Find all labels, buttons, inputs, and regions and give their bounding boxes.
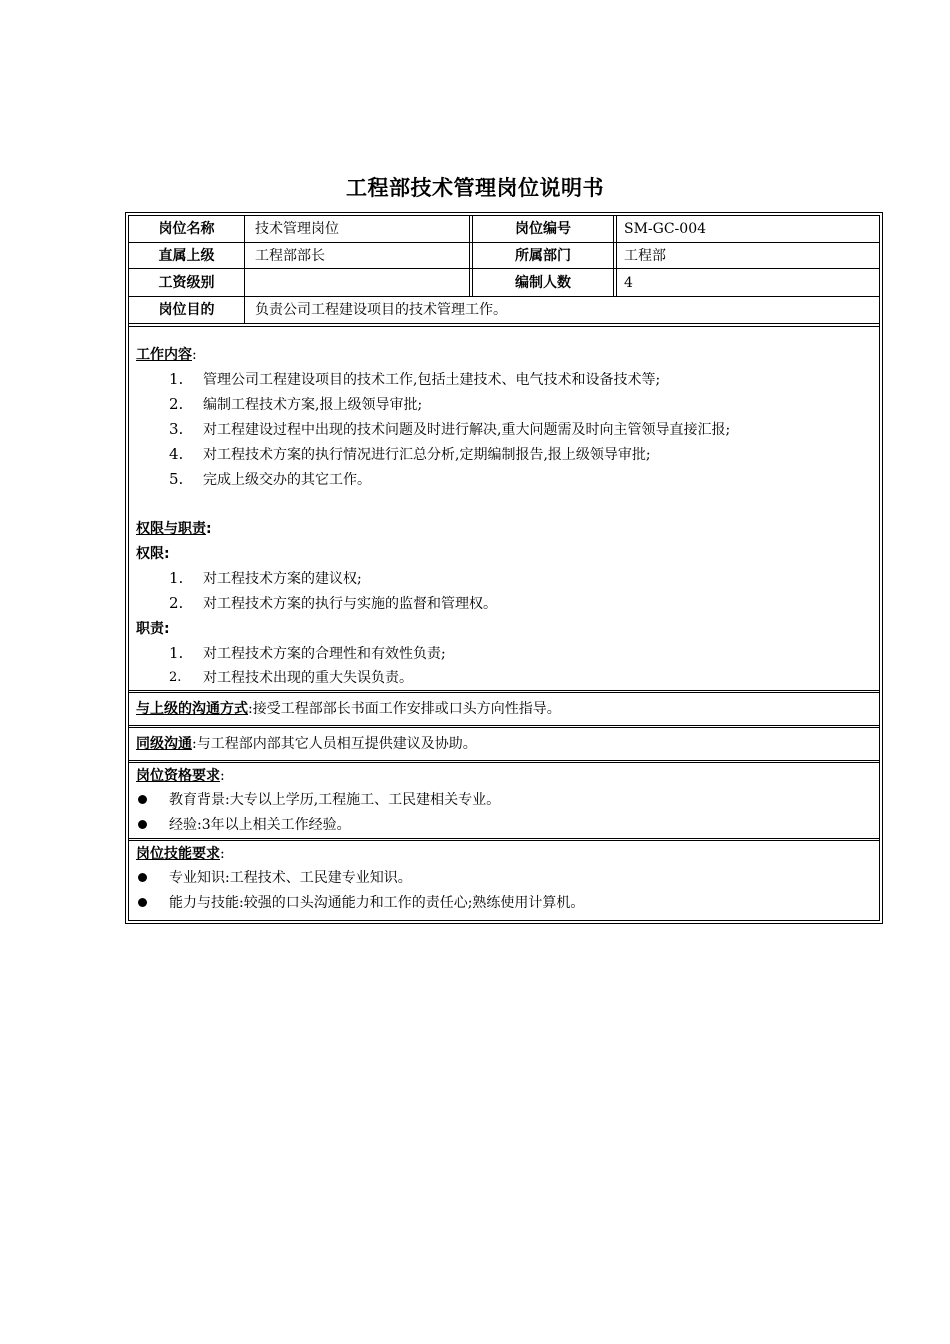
work-item-3-text: 对工程建设过程中出现的技术问题及时进行解决,重大问题需及时向主管领导直接汇报; [203, 422, 731, 438]
position-name-label: 岗位名称 [158, 221, 215, 237]
col-divider-3a [613, 215, 614, 297]
comm-peer-line [136, 735, 477, 753]
qualifications-heading: 岗位资格要求 [136, 768, 220, 784]
department-value: 工程部 [624, 248, 666, 264]
section-divider-3a [128, 760, 880, 761]
purpose-label: 岗位目的 [158, 302, 215, 318]
duties-item-1-text: 对工程技术方案的合理性和有效性负责; [203, 646, 446, 662]
row-divider-4a [128, 323, 880, 324]
duties-item-1-num: 1. [169, 644, 184, 662]
section-divider-2b [128, 727, 880, 728]
section-divider-4b [128, 840, 880, 841]
frame-inner-top [128, 215, 880, 216]
section-divider-1a [128, 690, 880, 691]
work-item-1-num: 1. [169, 370, 184, 388]
headcount-label: 编制人数 [515, 275, 571, 291]
qualification-item-1: 教育背景:大专以上学历,工程施工、工民建相关专业。 [169, 792, 501, 808]
col-divider-1 [244, 215, 245, 324]
position-name-value: 技术管理岗位 [255, 221, 339, 237]
rights-item-2-num: 2. [169, 594, 184, 612]
work-item-5-num: 5. [169, 470, 184, 488]
rights-item-1-text: 对工程技术方案的建议权; [203, 571, 362, 587]
bullet-icon [138, 820, 147, 829]
work-item-1-text: 管理公司工程建设项目的技术工作,包括土建技术、电气技术和设备技术等; [203, 372, 661, 388]
salary-label: 工资级别 [158, 275, 215, 291]
col-divider-3b [616, 215, 617, 297]
section-divider-3b [128, 762, 880, 763]
comm-peer-text: :与工程部内部其它人员相互提供建议及协助。 [192, 736, 477, 752]
duties-heading: 职责: [136, 621, 170, 637]
skills-heading: 岗位技能要求 [136, 846, 220, 862]
row-divider-4b [128, 326, 880, 327]
work-item-3-num: 3. [169, 420, 184, 438]
qualifications-heading-line [136, 767, 225, 785]
rights-item-1-num: 1. [169, 569, 184, 587]
work-item-4-num: 4. [169, 445, 184, 463]
work-content-heading: 工作内容 [136, 347, 192, 363]
rights-item-2-text: 对工程技术方案的执行与实施的监督和管理权。 [203, 596, 497, 612]
qualifications-colon: : [220, 768, 225, 784]
skills-heading-line [136, 845, 225, 863]
superior-value: 工程部部长 [255, 248, 325, 264]
comm-superior-text: :接受工程部部长书面工作安排或口头方向性指导。 [248, 701, 561, 717]
authority-heading: 权限与职责 [136, 521, 206, 537]
work-content-heading-line [136, 346, 197, 364]
section-divider-2a [128, 725, 880, 726]
section-divider-4a [128, 838, 880, 839]
row-divider-3 [128, 296, 880, 297]
frame-inner-bottom [128, 920, 880, 921]
skills-colon: : [220, 846, 225, 862]
skill-item-1: 专业知识:工程技术、工民建专业知识。 [169, 870, 412, 886]
col-divider-2a [469, 215, 470, 297]
skill-item-2: 能力与技能:较强的口头沟通能力和工作的责任心;熟练使用计算机。 [169, 895, 585, 911]
purpose-value: 负责公司工程建设项目的技术管理工作。 [255, 302, 507, 318]
work-item-2-num: 2. [169, 395, 184, 413]
superior-label: 直属上级 [158, 248, 215, 264]
bullet-icon [138, 898, 147, 907]
work-item-2-text: 编制工程技术方案,报上级领导审批; [203, 397, 423, 413]
rights-heading: 权限: [136, 546, 170, 562]
work-item-5-text: 完成上级交办的其它工作。 [203, 472, 371, 488]
duties-item-2-text: 对工程技术出现的重大失误负责。 [203, 670, 413, 686]
frame-inner-left [128, 215, 129, 921]
row-divider-2 [128, 268, 880, 269]
bullet-icon [138, 795, 147, 804]
authority-heading-line [136, 520, 212, 538]
work-content-colon: : [192, 347, 197, 363]
position-code-value: SM-GC-004 [624, 221, 707, 237]
section-divider-1b [128, 692, 880, 693]
qualification-item-2: 经验:3年以上相关工作经验。 [169, 817, 351, 833]
position-code-label: 岗位编号 [515, 221, 571, 237]
comm-superior-line [136, 700, 561, 718]
department-label: 所属部门 [515, 248, 571, 264]
authority-colon: : [206, 521, 212, 537]
document-title: 工程部技术管理岗位说明书 [346, 176, 604, 200]
headcount-value: 4 [624, 275, 633, 291]
comm-superior-heading: 与上级的沟通方式 [136, 701, 248, 717]
bullet-icon [138, 873, 147, 882]
work-item-4-text: 对工程技术方案的执行情况进行汇总分析,定期编制报告,报上级领导审批; [203, 447, 651, 463]
row-divider-1 [128, 242, 880, 243]
duties-item-2-num: 2. [169, 670, 182, 685]
comm-peer-heading: 同级沟通 [136, 736, 192, 752]
frame-inner-right [879, 215, 880, 921]
